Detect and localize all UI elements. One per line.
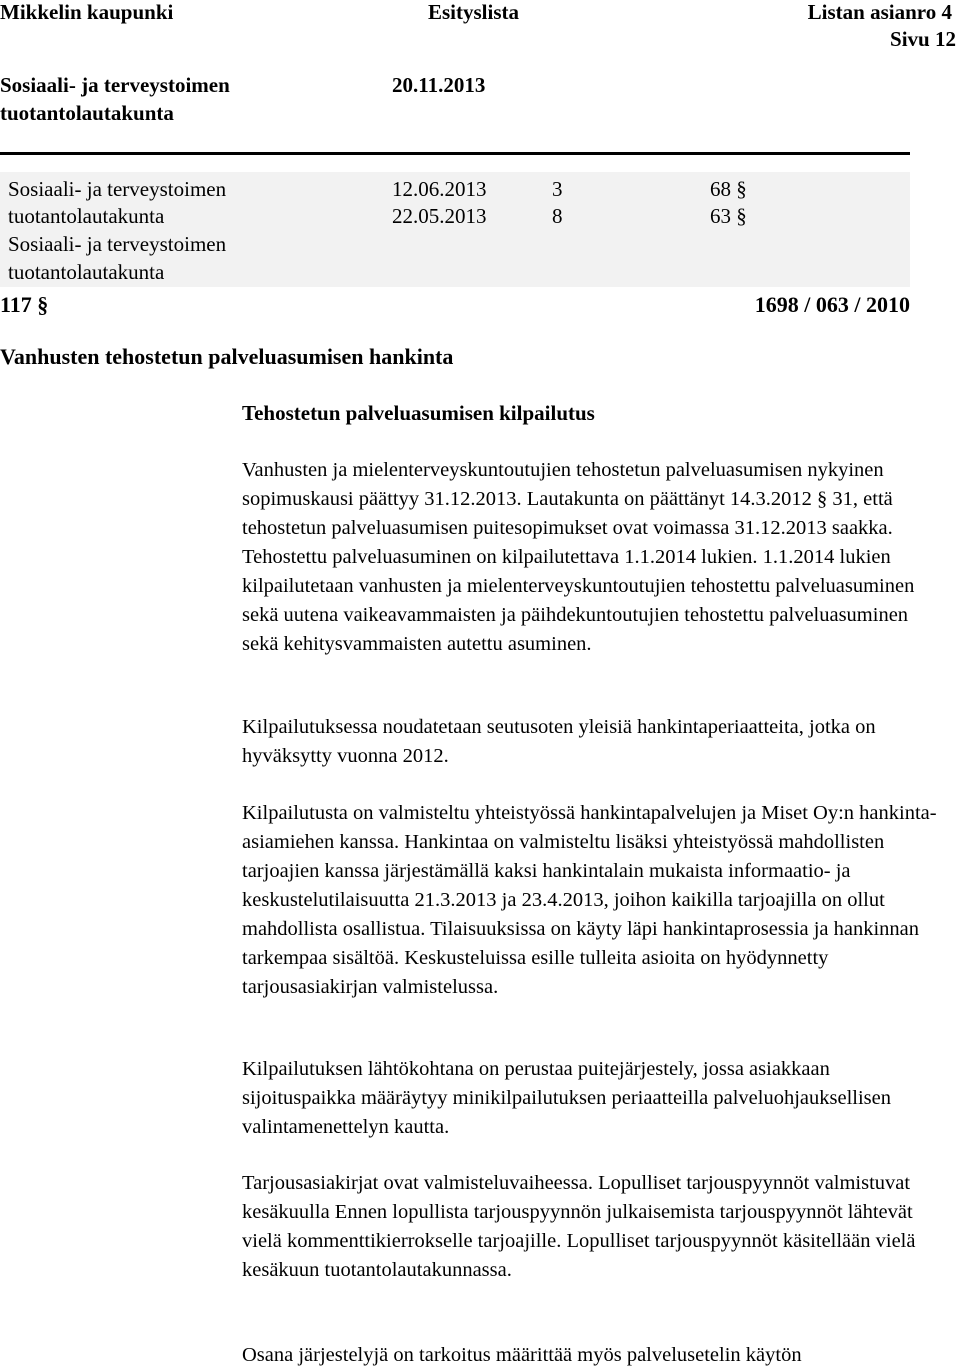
history-org-line: Sosiaali- ja terveystoimen — [8, 177, 227, 201]
document-type: Esityslista — [428, 0, 520, 24]
case-title: Vanhusten tehostetun palveluasumisen hankinta — [0, 344, 454, 369]
body-paragraph: Osana järjestelyjä on tarkoitus määrittää myös palvelusetelin käytön — [242, 1344, 802, 1366]
history-section: 68 § — [710, 177, 747, 201]
section-number: 117 § — [0, 292, 49, 317]
meeting-date: 20.11.2013 — [392, 73, 486, 97]
history-org-line: tuotantolautakunta — [8, 204, 165, 228]
body-paragraph: Kilpailutusta on valmisteltu yhteistyössä hankintapalvelujen ja Miset Oy:n hankinta-asiamiehen kanssa. Hankintaa on valmisteltu lisäksi yhteistyössä mahdollisten tarjoajien kanssa järjestämällä kaksi hankintalain mukaista informaatio- ja keskustelutilaisuutta 21.3.2013 ja 23.4.2013, joihon kaikilla tarjoajilla on ollut mahdollista osallistua. Tilaisuuksissa on käyty läpi hankintaprosessia ja hankinnan tarkempaa sisältöä. Keskusteluissa esille tulleita asioita on hyödynnetty tarjousasiakirjan valmistelussa. — [242, 802, 937, 998]
page-number: Sivu 12 — [890, 27, 956, 51]
history-org-line: tuotantolautakunta — [8, 260, 165, 284]
city-name: Mikkelin kaupunki — [0, 0, 174, 24]
header-divider — [0, 152, 910, 155]
case-subtitle: Tehostetun palveluasumisen kilpailutus — [242, 401, 595, 425]
history-item: 8 — [552, 204, 563, 228]
history-section: 63 § — [710, 204, 747, 228]
history-table — [0, 172, 910, 287]
body-paragraph: Tarjousasiakirjat ovat valmisteluvaiheessa. Lopulliset tarjouspyynnöt valmistuvat kesäkuulla Ennen lopullista tarjouspyynnön julkaisemista tarjouspyynnöt lähtevät vielä kommenttikierrokselle tarjoajille. Lopulliset tarjouspyynnöt käsitellään vielä kesäkuun tuotantolautakunnassa. — [242, 1172, 916, 1281]
body-paragraph: Vanhusten ja mielenterveyskuntoutujien tehostetun palveluasumisen nykyinen sopimuskausi päättyy 31.12.2013. Lautakunta on päättänyt 14.3.2012 § 31, että tehostetun palveluasumisen puitesopimukset ovat voimassa 31.12.2013 saakka. Tehostettu palveluasuminen on kilpailutettava 1.1.2014 lukien. 1.1.2014 lukien kilpailutetaan vanhusten ja mielenterveyskuntoutujien tehostettu palveluasuminen sekä uutena vaikeavammaisten ja päihdekuntoutujien tehostettu palveluasuminen sekä kehitysvammaisten autettu asuminen. — [242, 459, 915, 655]
diary-number: 1698 / 063 / 2010 — [754, 292, 910, 317]
history-item: 3 — [552, 177, 563, 201]
committee-name-line2: tuotantolautakunta — [0, 101, 174, 125]
history-date: 12.06.2013 — [392, 177, 487, 201]
history-org-line: Sosiaali- ja terveystoimen — [8, 232, 227, 256]
body-paragraph: Kilpailutuksessa noudatetaan seutusoten yleisiä hankintaperiaatteita, jotka on hyväksytty vuonna 2012. — [242, 716, 876, 767]
committee-name-line1: Sosiaali- ja terveystoimen — [0, 73, 230, 97]
history-date: 22.05.2013 — [392, 204, 487, 228]
item-number: Listan asianro 4 — [807, 0, 952, 24]
body-paragraph: Kilpailutuksen lähtökohtana on perustaa puitejärjestely, jossa asiakkaan sijoituspaikka määräytyy minikilpailutuksen periaatteilla palveluohjauksellisen valintamenettelyn kautta. — [242, 1058, 892, 1138]
